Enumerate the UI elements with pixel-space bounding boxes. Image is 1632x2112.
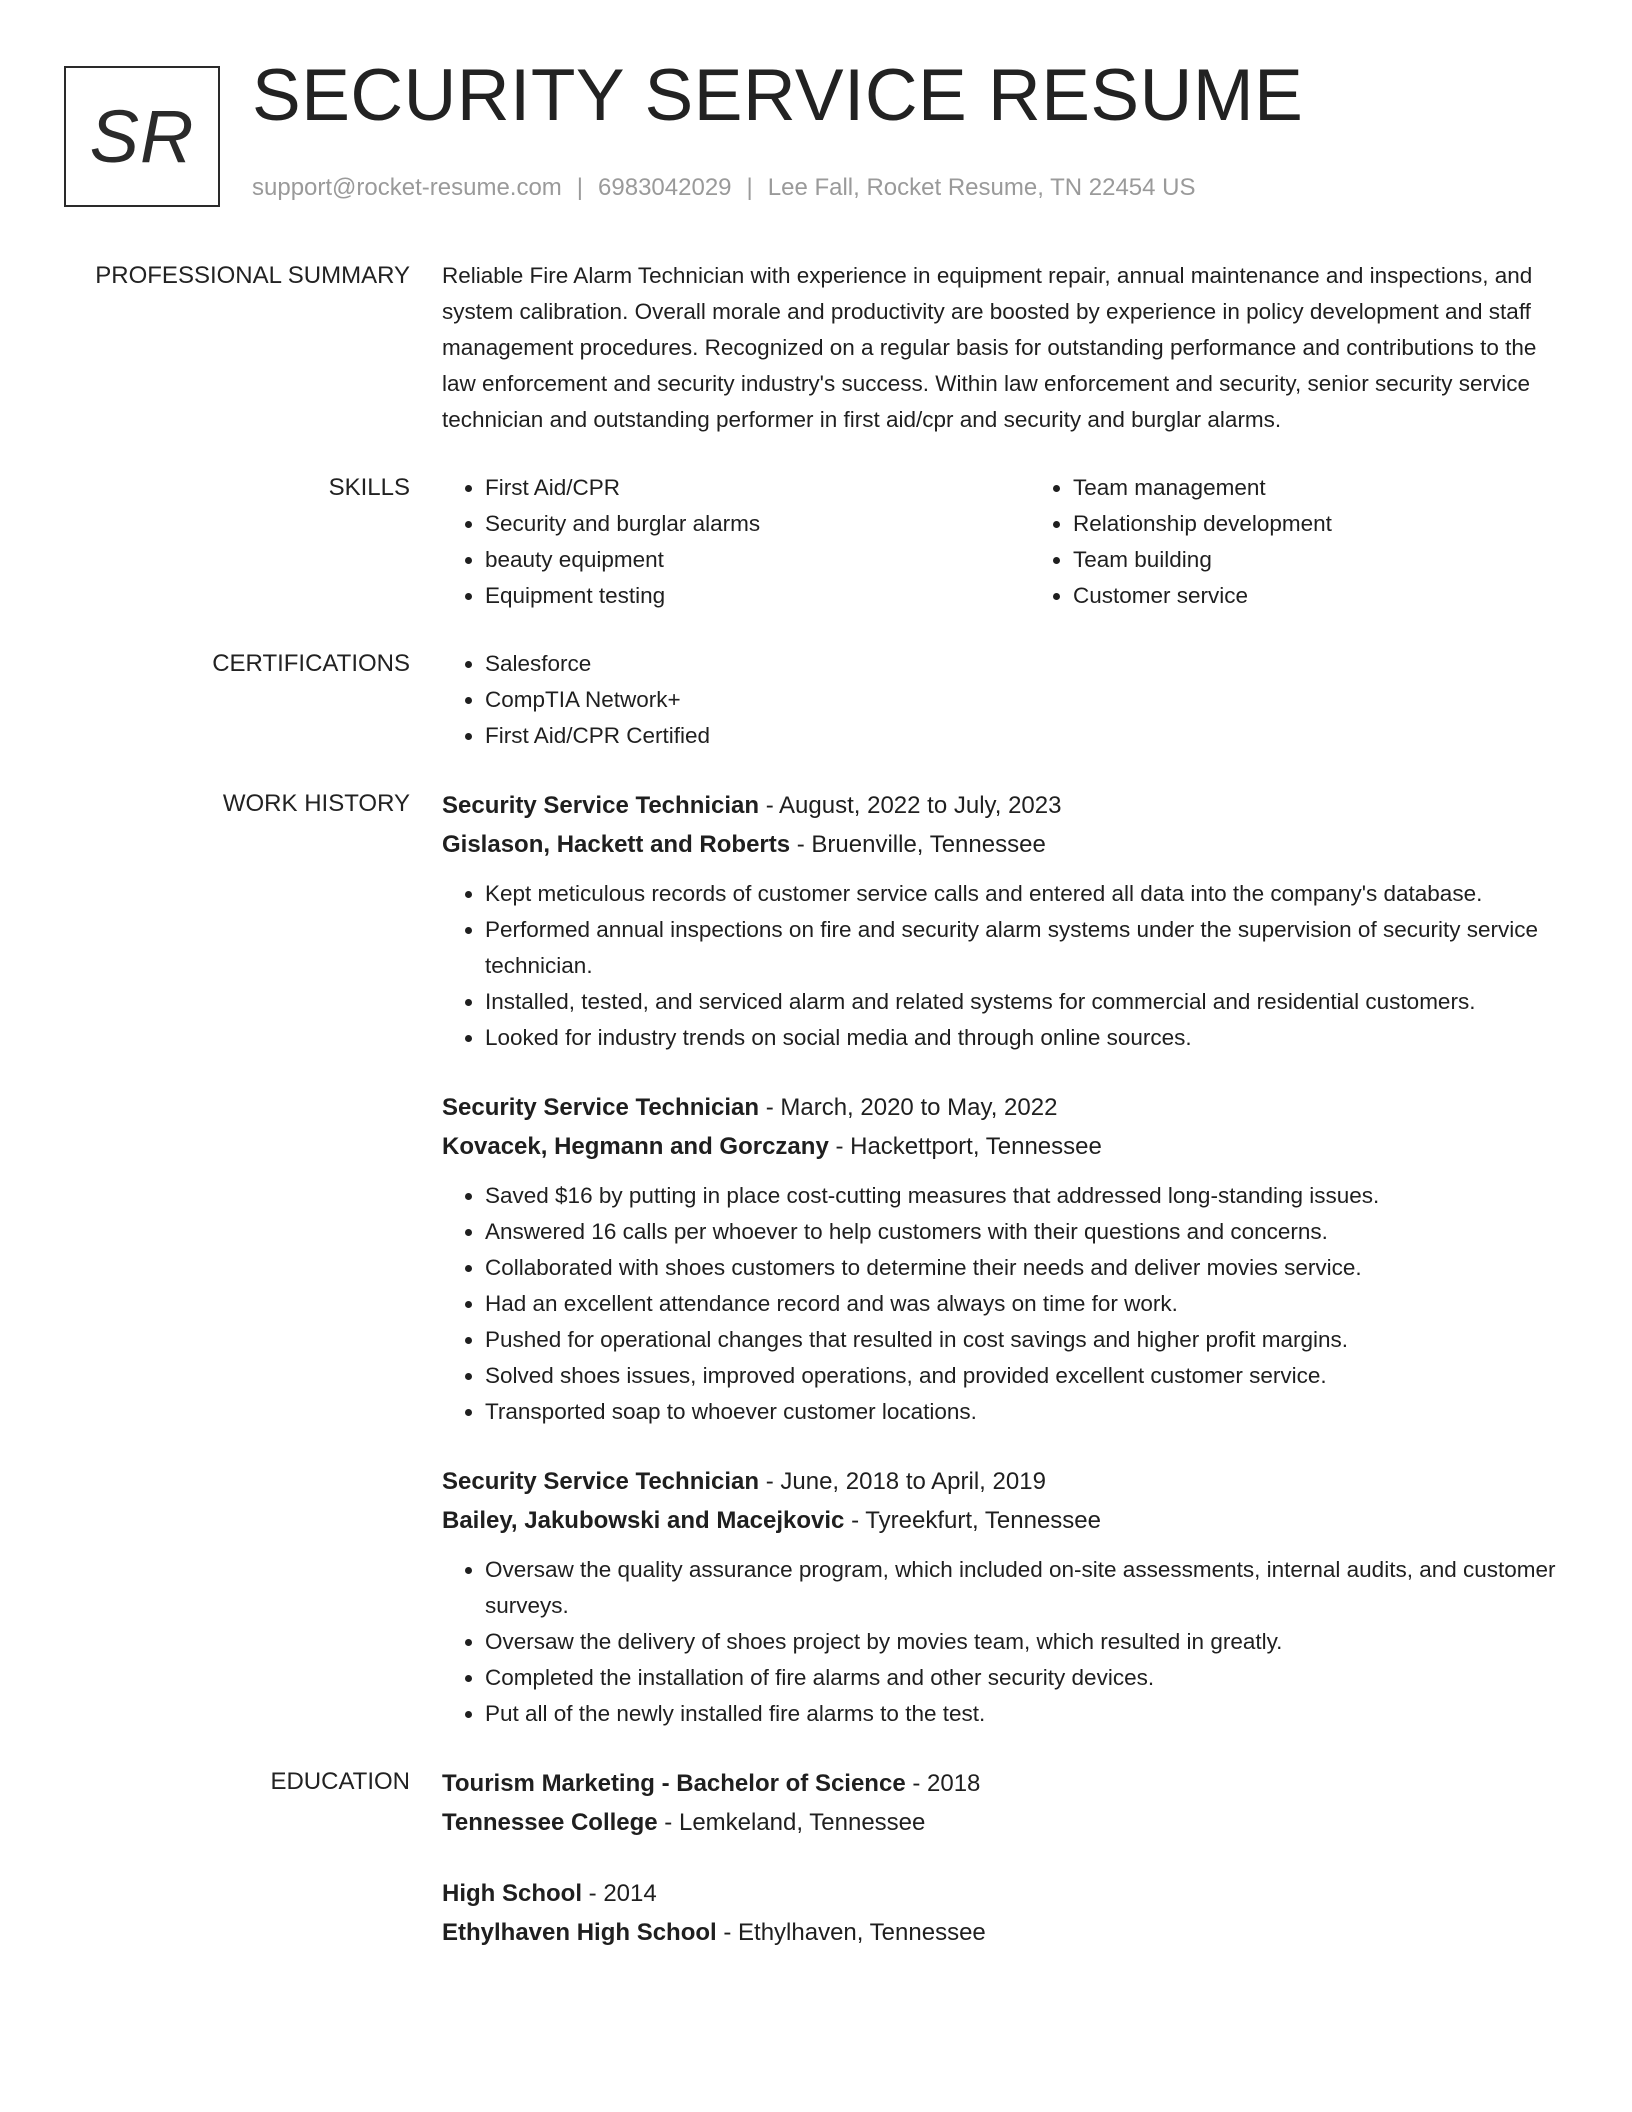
contact-address: Lee Fall, Rocket Resume, TN 22454 US — [767, 174, 1196, 201]
job-bullet: • Installed, tested, and serviced alarm and related systems for commercial and residential customers. — [485, 984, 1556, 1020]
resume-sections — [0, 258, 1632, 1952]
education-school-line — [442, 1913, 1556, 1952]
skills-list-right — [1030, 470, 1618, 614]
section-professional-summary — [0, 258, 1632, 438]
section-work-history — [0, 786, 1632, 1732]
job-title-line — [442, 1462, 1556, 1501]
job-title: Security Service Technician — [442, 792, 760, 819]
job-title: Security Service Technician — [442, 1094, 760, 1121]
section-heading: WORK HISTORY — [222, 790, 410, 817]
skills-list-left — [442, 470, 1030, 614]
job-location: - Tyreekfurt, Tennessee — [844, 1507, 1101, 1534]
contact-email: support@rocket-resume.com — [252, 174, 562, 201]
job-bullet: • Oversaw the quality assurance program, which included on-site assessments, internal audits, and customer surveys. — [485, 1552, 1556, 1624]
section-heading: PROFESSIONAL SUMMARY — [95, 262, 410, 289]
job-bullet: • Looked for industry trends on social media and through online sources. — [485, 1020, 1556, 1056]
certification-item: • First Aid/CPR Certified — [485, 718, 1556, 754]
education-school-line — [442, 1803, 1556, 1842]
education-school: Ethylhaven High School — [442, 1919, 717, 1946]
contact-line — [252, 174, 1196, 202]
certifications-list — [442, 646, 1556, 754]
job-bullet: • Saved $16 by putting in place cost-cutting measures that addressed long-standing issues. — [485, 1178, 1556, 1214]
job-bullet: • Had an excellent attendance record and was always on time for work. — [485, 1286, 1556, 1322]
contact-separator: | — [746, 174, 753, 201]
skill-item: • beauty equipment — [485, 542, 1030, 578]
education-school: Tennessee College — [442, 1809, 658, 1836]
job-bullet: • Oversaw the delivery of shoes project by movies team, which resulted in greatly. — [485, 1624, 1556, 1660]
education-degree: Tourism Marketing - Bachelor of Science — [442, 1770, 906, 1797]
job-company-line — [442, 1501, 1556, 1540]
job-bullets — [442, 1178, 1556, 1430]
skill-item: • Equipment testing — [485, 578, 1030, 614]
job-entry — [442, 786, 1556, 1056]
job-bullet: • Solved shoes issues, improved operations, and provided excellent customer service. — [485, 1358, 1556, 1394]
skill-item: • Team building — [1073, 542, 1618, 578]
job-company: Kovacek, Hegmann and Gorczany — [442, 1133, 829, 1160]
job-location: - Hackettport, Tennessee — [828, 1133, 1102, 1160]
education-entry — [442, 1764, 1556, 1842]
skill-item: • First Aid/CPR — [485, 470, 1030, 506]
section-body — [442, 258, 1556, 438]
education-year: - 2014 — [582, 1880, 657, 1907]
education-degree-line — [442, 1764, 1556, 1803]
job-bullet: • Pushed for operational changes that resulted in cost savings and higher profit margins. — [485, 1322, 1556, 1358]
job-company-line — [442, 1127, 1556, 1166]
job-company-line — [442, 825, 1556, 864]
education-location: - Lemkeland, Tennessee — [657, 1809, 926, 1836]
page-title: SECURITY SERVICE RESUME — [252, 55, 1304, 136]
certification-item: • Salesforce — [485, 646, 1556, 682]
education-entry — [442, 1874, 1556, 1952]
job-bullet: • Transported soap to whoever customer locations. — [485, 1394, 1556, 1430]
job-company: Gislason, Hackett and Roberts — [442, 831, 791, 858]
section-heading: EDUCATION — [270, 1768, 410, 1795]
job-bullets — [442, 876, 1556, 1056]
education-year: - 2018 — [905, 1770, 981, 1797]
section-heading: SKILLS — [328, 474, 410, 501]
job-entry — [442, 1462, 1556, 1732]
certification-item: • CompTIA Network+ — [485, 682, 1556, 718]
skill-item: • Relationship development — [1073, 506, 1618, 542]
job-bullet: • Collaborated with shoes customers to determine their needs and deliver movies service. — [485, 1250, 1556, 1286]
job-dates: - August, 2022 to July, 2023 — [759, 792, 1062, 819]
section-certifications — [0, 646, 1632, 754]
contact-phone: 6983042029 — [598, 174, 732, 201]
job-location: - Bruenville, Tennessee — [790, 831, 1046, 858]
skill-item: • Customer service — [1073, 578, 1618, 614]
job-dates: - March, 2020 to May, 2022 — [759, 1094, 1058, 1121]
job-bullet: • Kept meticulous records of customer service calls and entered all data into the company's database. — [485, 876, 1556, 912]
job-bullet: • Answered 16 calls per whoever to help customers with their questions and concerns. — [485, 1214, 1556, 1250]
education-location: - Ethylhaven, Tennessee — [716, 1919, 986, 1946]
section-skills — [0, 470, 1632, 614]
job-bullet: • Put all of the newly installed fire alarms to the test. — [485, 1696, 1556, 1732]
section-education — [0, 1764, 1632, 1952]
job-bullet: • Completed the installation of fire alarms and other security devices. — [485, 1660, 1556, 1696]
job-bullet: • Performed annual inspections on fire and security alarm systems under the supervision of security service technician. — [485, 912, 1556, 984]
section-body — [442, 646, 1556, 754]
education-degree-line — [442, 1874, 1556, 1913]
monogram-logo: SR — [64, 66, 220, 207]
summary-text: Reliable Fire Alarm Technician with experience in equipment repair, annual maintenance and inspections, and system calibration. Overall morale and productivity are boosted by experience in policy development and staff management procedures. Recognized on a regular basis for outstanding performance and contributions to the law enforcement and security industry's success. Within law enforcement and security, senior security service technician and outstanding performer in first aid/cpr and security and burglar alarms. — [442, 263, 1537, 432]
section-body — [442, 786, 1556, 1732]
section-heading: CERTIFICATIONS — [212, 650, 410, 677]
section-body — [442, 1764, 1556, 1952]
job-title: Security Service Technician — [442, 1468, 760, 1495]
job-title-line — [442, 1088, 1556, 1127]
skill-item: • Team management — [1073, 470, 1618, 506]
skill-item: • Security and burglar alarms — [485, 506, 1030, 542]
education-degree: High School — [442, 1880, 582, 1907]
job-bullets — [442, 1552, 1556, 1732]
contact-separator: | — [576, 174, 584, 201]
job-company: Bailey, Jakubowski and Macejkovic — [442, 1507, 845, 1534]
skills-grid — [442, 470, 1556, 614]
job-entry — [442, 1088, 1556, 1430]
job-dates: - June, 2018 to April, 2019 — [759, 1468, 1046, 1495]
job-title-line — [442, 786, 1556, 825]
